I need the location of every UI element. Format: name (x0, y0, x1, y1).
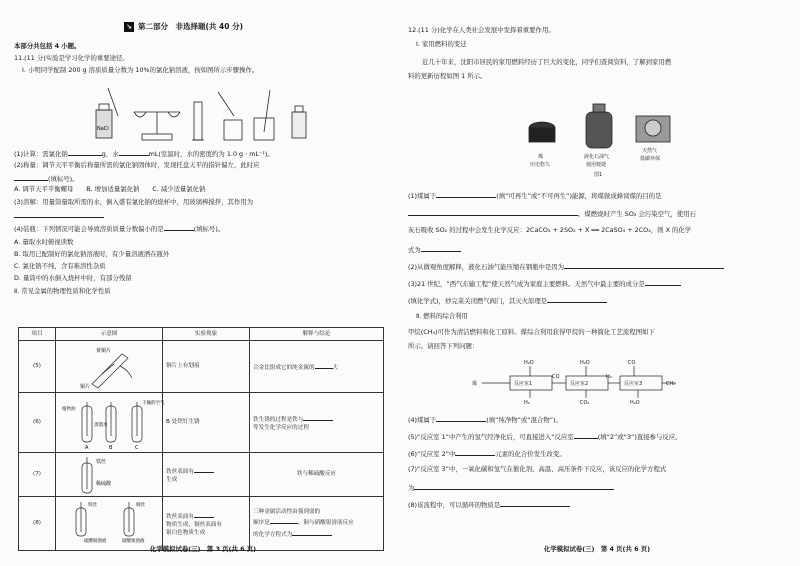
svg-text:反应室2: 反应室2 (570, 381, 589, 387)
conclusion-cell: 合金比组成它的纯金属的 大 (250, 341, 384, 393)
fuel-history-figure (518, 86, 678, 182)
r6-line: (6)“反应室 2”中 元素的化合价发生改变。 (408, 450, 566, 458)
r7-line: (7)“反应室 3”中，一氧化碳和氢气在催化剂、高温、高压条件下反应，该反应的化学方程式 (408, 465, 667, 473)
part-i-text: Ⅰ. 小明同学配制 200 g 溶质质量分数为 10%的氯化钠溶液，按如图所示步骤操作。 (22, 66, 259, 74)
conclusion-cell: 铁生锈的过程是铁与 等发生化学反应的过程 (250, 393, 384, 453)
phenomenon-cell: 铜片上有划痕 (163, 341, 250, 393)
q1-answer-2[interactable] (119, 148, 149, 156)
part-ii-heading: Ⅱ. 常见金属的物理性质和化学性质 (14, 287, 111, 295)
answer-8c[interactable] (292, 528, 332, 536)
q3-line-2 (14, 210, 104, 221)
r8-line: (8)该流程中，可以循环的物质是 (408, 499, 570, 510)
q2-answer[interactable] (14, 173, 48, 181)
fig-label: 使用便捷 (586, 162, 607, 168)
svg-text:C: C (135, 444, 139, 451)
svg-text:反应室1: 反应室1 (514, 381, 533, 387)
metal-properties-table (18, 327, 384, 551)
question-11-title: 11.(11 分)实验是学习化学的重要途径。 (14, 54, 129, 62)
r8-answer[interactable] (500, 499, 570, 507)
paragraph-1b: 料的更新历程如图 1 所示。 (408, 72, 487, 80)
q4-option-c: C. 氯化钠不纯，含有难溶性杂质 (14, 262, 106, 270)
svg-text:铜片: 铜片 (80, 383, 91, 390)
svg-text:硝酸银溶液: 硝酸银溶液 (122, 538, 145, 544)
q4-answer[interactable] (164, 223, 194, 231)
r2-answer[interactable] (564, 261, 724, 269)
r3-answer-1[interactable] (645, 278, 681, 286)
r2-line: (2)从微观角度解释，液化石油气能压缩在钢瓶中是因为 (408, 261, 724, 272)
svg-text:植物油: 植物油 (62, 406, 76, 412)
r1-answer-3[interactable] (421, 244, 461, 252)
fig-label: 低碳环保 (640, 156, 661, 162)
part-i-heading: Ⅰ. 家用燃料的变迁 (416, 40, 467, 48)
col-header-phenomenon: 实验现象 (163, 328, 250, 341)
fig-label: 历史悠久 (530, 162, 551, 168)
svg-text:铜丝: 铜丝 (136, 502, 145, 508)
svg-text:稀硫酸: 稀硫酸 (96, 480, 112, 487)
svg-text:干燥的空气: 干燥的空气 (142, 400, 165, 406)
svg-text:硫酸铜溶液: 硫酸铜溶液 (84, 538, 107, 544)
r5-line: (5)“反应室 1”中产生的氢气经净化后，可直接进入“反应室 (填“2”或“3”)直接参与反应。 (408, 433, 682, 441)
r7-answer[interactable] (414, 482, 614, 490)
page-footer: 化学模拟试卷(三) 第 4 页(共 6 页) (543, 544, 651, 553)
conclusion-cell: 铁与稀硫酸反应 (250, 453, 384, 497)
r3-line: (3)21 世纪，“西气东输工程”使天然气成为家庭主要燃料。天然气中最主要的成分是 (408, 278, 681, 289)
bottle-label: NaCl (97, 126, 109, 132)
col-header-diagram: 示意图 (56, 328, 163, 341)
diagram-cell (56, 393, 163, 453)
q4-option-b: B. 取用已配制好的氯化钠溶液时，有少量溶液洒在瓶外 (14, 250, 170, 258)
q4-option-d: D. 量筒中的水倒入烧杯中时，有部分残留 (14, 274, 132, 282)
svg-text:B: B (109, 444, 113, 451)
svg-text:黄铜片: 黄铜片 (96, 347, 112, 354)
r3-line-2: (填化学式)，炒完菜关闭燃气阀门，其灭火原理是 (408, 295, 607, 306)
table-row (19, 453, 384, 497)
answer-7[interactable] (194, 465, 214, 473)
q1-line: (1)计算：需氯化钠 g，水 mL(室温时，水的密度约为 1.0 g · mL⁻¹)。 (14, 150, 274, 158)
displacement-diagram (62, 500, 156, 548)
row-number: (6) (19, 393, 56, 453)
row-number: (7) (19, 453, 56, 497)
r4-answer[interactable] (436, 414, 486, 422)
scratch-diagram (62, 344, 156, 390)
row-number: (5) (19, 341, 56, 393)
diagram-cell (56, 497, 163, 551)
svg-text:H₂: H₂ (524, 400, 530, 406)
table-row (19, 497, 384, 551)
acid-diagram (62, 455, 156, 495)
experiment-steps-figure (94, 82, 314, 144)
svg-text:H₂O: H₂O (630, 400, 640, 406)
svg-text:蒸馏水: 蒸馏水 (94, 422, 108, 428)
diagram-cell (56, 453, 163, 497)
phenomenon-cell: B 处铁钉生锈 (163, 393, 250, 453)
paragraph-2b: 所示。请回答下列问题： (408, 342, 479, 350)
q4-option-a: A. 量取水时俯视读数 (14, 238, 74, 246)
svg-text:反应室3: 反应室3 (624, 381, 643, 387)
fig-label: 天然气 (642, 148, 658, 154)
q3-answer[interactable] (14, 210, 104, 218)
fig-label: 煤 (538, 154, 544, 160)
col-header-conclusion: 解释与结论 (250, 328, 384, 341)
q1-answer-1[interactable] (68, 148, 102, 156)
flow-coal: 煤 (472, 381, 478, 387)
row-number: (8) (19, 497, 56, 551)
phenomenon-cell: 铁丝表面有 生成 (163, 453, 250, 497)
r1-answer-1[interactable] (436, 190, 496, 198)
page-4 (408, 14, 786, 554)
q2-line-2: (填标号)。 (14, 173, 79, 184)
svg-text:CH₄: CH₄ (666, 381, 676, 387)
page-footer: 化学模拟试卷(三) 第 3 页(共 6 页) (149, 544, 257, 553)
r3-answer-2[interactable] (547, 295, 607, 303)
paragraph-2a: 甲烷(CH₄)可作为清洁燃料和化工原料。煤综合利用获得甲烷的一种简化工艺流程图如下 (408, 328, 655, 336)
svg-text:铁丝: 铁丝 (96, 458, 107, 465)
r6-answer[interactable] (455, 448, 495, 456)
r1-line-2: 。煤燃烧时产生 SO₂ 会污染空气，使用石 (408, 208, 696, 219)
figure-caption: 图1 (594, 172, 603, 178)
r1-answer-2[interactable] (408, 208, 578, 216)
paragraph-1a: 近几十年来，沈阳市居民的家用燃料经历了巨大的变化，同学们查阅资料，了解到家用燃 (422, 58, 672, 66)
rust-diagram (62, 396, 165, 451)
q4-line: (4)装瓶：下列情况可能会导致溶质质量分数偏小的是 (填标号)。 (14, 225, 225, 233)
q2-options: A. 调节天平平衡螺母 B. 增加适量氯化钠 C. 减少适量氯化钠 (14, 185, 206, 193)
svg-text:CO₂: CO₂ (580, 400, 590, 406)
fig-label: 液化石油气 (584, 154, 610, 160)
phenomenon-cell: 铁丝表面有 物质生成，铜丝表面有 银白色物质生成 (163, 497, 250, 551)
r1-line: (1)煤属于 (填“可再生”或“不可再生”)能源，将煤做成蜂窝煤的目的是 (408, 192, 662, 200)
r7-line-2: 为 (408, 482, 614, 493)
svg-text:H₂O: H₂O (524, 360, 534, 366)
q2-line: (2)称量：调节天平平衡后称量所需的氯化钠固体时，发现托盘天平的指针偏左，此时应 (14, 161, 260, 169)
diagram-cell (56, 341, 163, 393)
svg-text:CO: CO (628, 360, 636, 366)
svg-text:CO: CO (552, 374, 560, 380)
process-flowchart (470, 356, 710, 406)
svg-text:H₂: H₂ (606, 374, 612, 380)
svg-text:H₂O: H₂O (580, 360, 590, 366)
table-row (19, 393, 384, 453)
part-ii-heading: Ⅱ. 燃料的综合利用 (416, 312, 468, 320)
r1-line-4: 式为 (408, 244, 461, 255)
arrow-icon: ↘ (124, 22, 134, 32)
col-header-item: 项目 (19, 328, 56, 341)
question-12-title: 12.(11 分)化学在人类社会发展中发挥着重要作用。 (408, 26, 555, 34)
table-header-row (19, 328, 384, 341)
section-header: ↘ 第二部分 非选择题(共 40 分) (124, 22, 284, 33)
r5-answer[interactable] (574, 431, 598, 439)
r4-line: (4)煤属于 (填“纯净物”或“混合物”)。 (408, 416, 562, 424)
answer-8b[interactable] (270, 516, 298, 524)
table-row (19, 341, 384, 393)
answer-6[interactable] (303, 413, 333, 421)
q3-line: (3)溶解：用量筒量取所需的水，倒入盛有氯化钠的烧杯中，用玻璃棒搅拌，其作用为 (14, 198, 254, 206)
conclusion-cell: 三种金属活动性由强到弱的 顺序是 。铜与硝酸银溶液反应 的化学方程式为 (250, 497, 384, 551)
svg-text:A: A (85, 444, 89, 451)
r1-line-3: 灰石吸收 SO₂ 的过程中会发生化学反应：2CaCO₃ + 2SO₂ + X ══ 2CaSO₄ + 2CO₂，则 X 的化学 (408, 226, 692, 234)
svg-text:铁丝: 铁丝 (88, 502, 97, 508)
page-3 (14, 14, 392, 554)
answer-5[interactable] (315, 361, 333, 369)
section-intro: 本部分共包括 4 小题。 (14, 42, 81, 50)
answer-8a[interactable] (194, 510, 214, 518)
